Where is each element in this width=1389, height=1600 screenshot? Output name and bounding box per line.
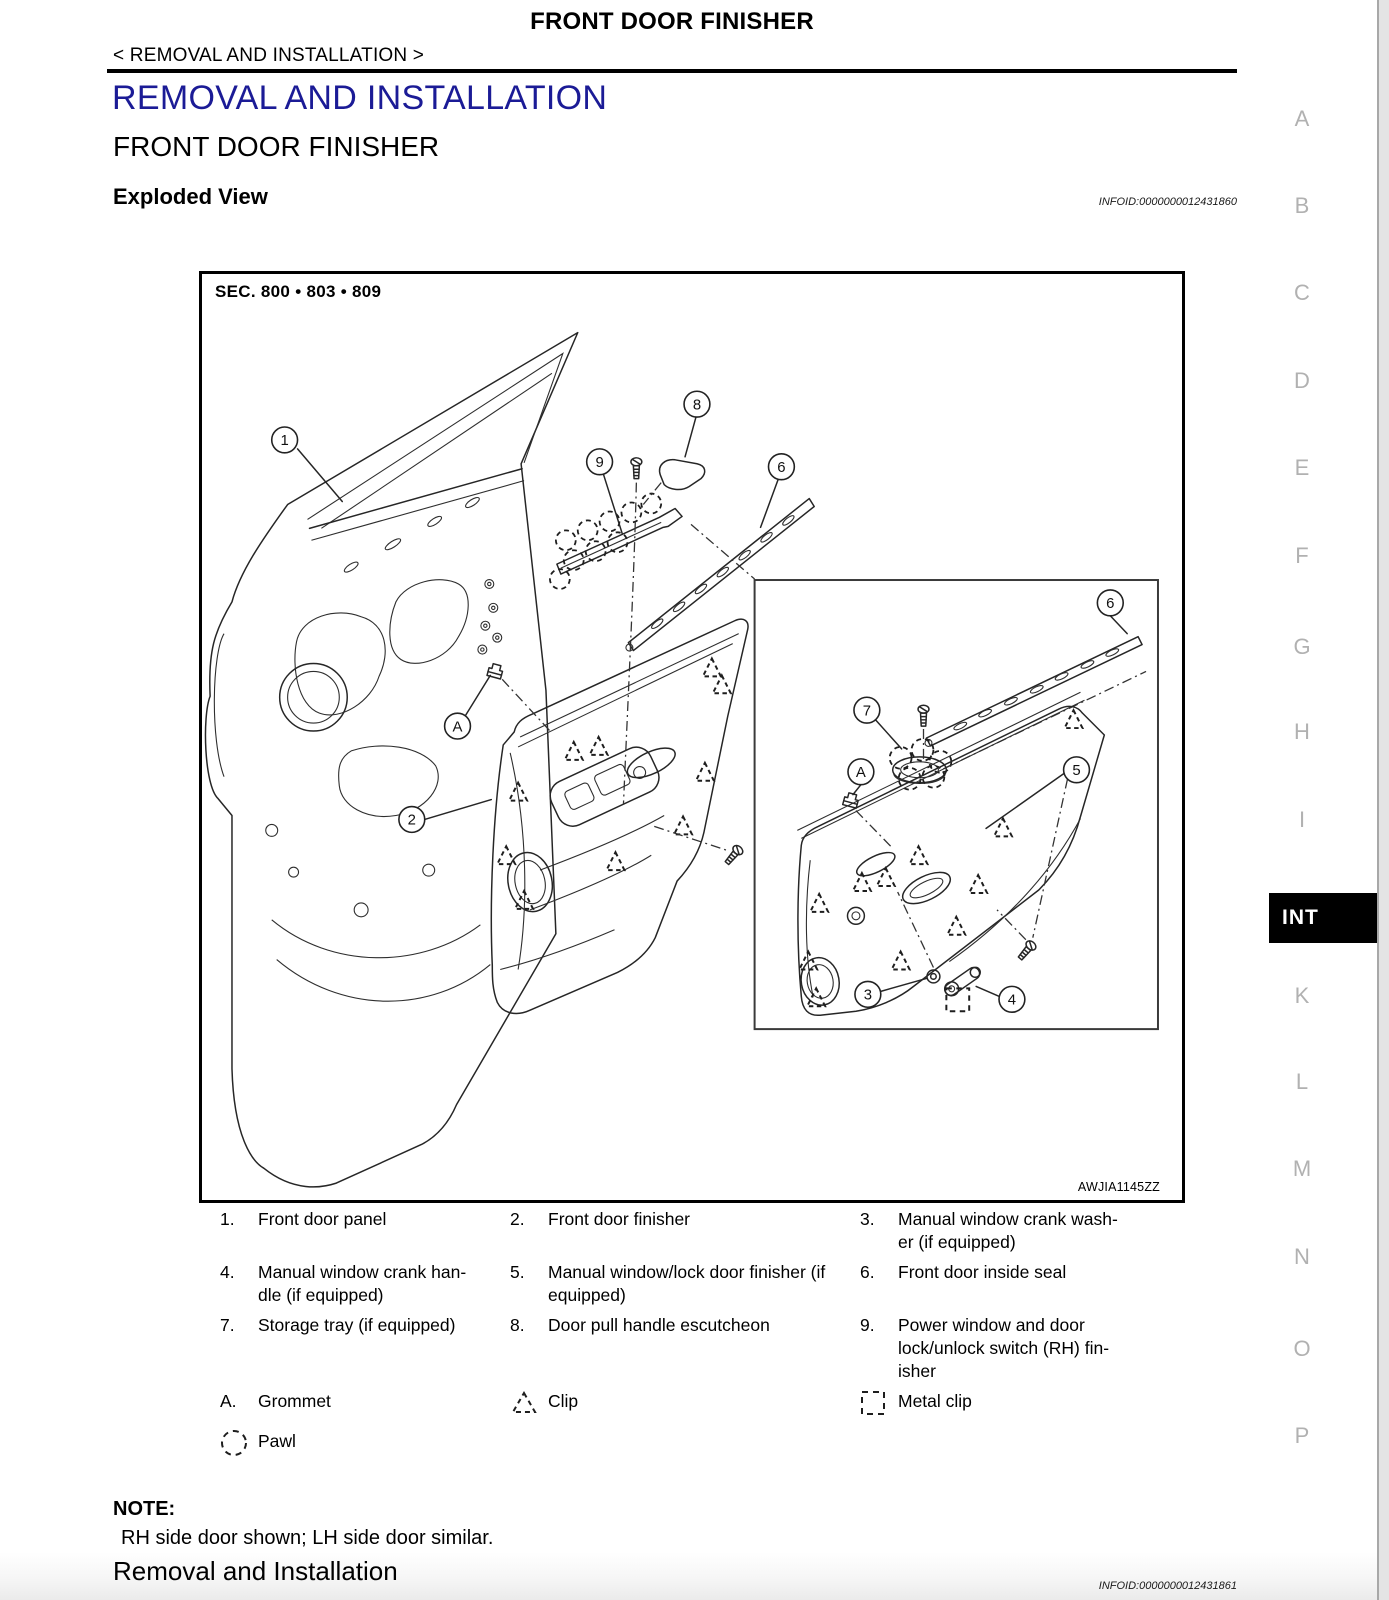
grommet-label: Grommet [258, 1391, 331, 1411]
pawl-label: Pawl [258, 1431, 296, 1451]
legend-item-number: A. [220, 1391, 237, 1411]
pawl-icon [219, 1428, 249, 1458]
legend-item-number: 5. [510, 1262, 525, 1282]
legend-item-number: 7. [220, 1315, 235, 1335]
sec-label: SEC. 800 • 803 • 809 [215, 282, 382, 301]
section-tab-h[interactable]: H [1294, 719, 1310, 744]
front-door-panel-drawing [205, 333, 577, 1187]
legend-item-text: Front door panel [258, 1209, 387, 1229]
header-rule [107, 69, 1237, 73]
section-tab-c[interactable]: C [1294, 280, 1310, 305]
callout-9 [587, 449, 613, 475]
svg-text:8: 8 [692, 397, 702, 414]
section-tab-k[interactable]: K [1294, 983, 1310, 1008]
svg-text:5: 5 [1072, 763, 1081, 780]
legend-item-text: Storage tray (if equipped) [258, 1315, 456, 1335]
infoid-bottom: INFOID:0000000012431861 [1098, 1580, 1237, 1592]
subsection-heading: FRONT DOOR FINISHER [113, 131, 440, 162]
section-tab-int-active[interactable]: INT [1269, 893, 1389, 943]
legend-item-number: 9. [860, 1315, 875, 1335]
section-tab-a[interactable]: A [1294, 106, 1310, 131]
section-tab-l[interactable]: L [1295, 1069, 1309, 1094]
legend-item-text: Manual window/lock door finisher (if equipped) [548, 1262, 826, 1305]
exploded-view-figure [199, 271, 1185, 1203]
clip-icon [510, 1390, 538, 1416]
section-tab-f[interactable]: F [1295, 543, 1309, 568]
page-title: FRONT DOOR FINISHER [530, 8, 814, 35]
svg-text:6: 6 [777, 460, 786, 477]
legend-item-number: 3. [860, 1209, 875, 1229]
note-text: RH side door shown; LH side door similar. [121, 1527, 494, 1549]
metal-clip-label: Metal clip [898, 1391, 972, 1411]
svg-text:7: 7 [862, 703, 872, 720]
section-tab-g[interactable]: G [1293, 634, 1311, 659]
legend-item-text: Manual window crank han- dle (if equipped) [258, 1262, 467, 1305]
section-tab-n[interactable]: N [1294, 1244, 1310, 1269]
section-tab-o[interactable]: O [1293, 1336, 1311, 1361]
legend-item-text: Front door finisher [548, 1209, 691, 1229]
bottom-section-heading: Removal and Installation [113, 1556, 398, 1586]
svg-text:A: A [855, 765, 866, 782]
callout-6-inner [1097, 590, 1123, 616]
section-tab-m[interactable]: M [1292, 1156, 1312, 1181]
svg-text:9: 9 [595, 455, 604, 472]
svg-text:6: 6 [1106, 596, 1115, 613]
door-pull-escutcheon-drawing [660, 460, 705, 490]
svg-text:1: 1 [280, 433, 289, 450]
callout-3 [855, 981, 881, 1007]
screw-icon [723, 844, 745, 867]
note-label: NOTE: [113, 1498, 176, 1520]
screw-icon [631, 458, 642, 479]
legend-item-number: 6. [860, 1262, 875, 1282]
callout-2 [399, 807, 425, 833]
callout-8 [684, 391, 710, 417]
callout-a-inner [848, 759, 874, 785]
callout-4 [999, 986, 1025, 1012]
figure-code: AWJIA1145ZZ [1077, 1180, 1160, 1194]
svg-text:2: 2 [407, 812, 416, 829]
metal-clip-icon [859, 1389, 887, 1417]
power-window-switch-finisher-drawing [550, 494, 682, 589]
front-door-finisher-drawing [491, 619, 748, 1013]
callout-1 [272, 427, 298, 453]
callout-6-outer [769, 454, 795, 480]
legend-item-number: 2. [510, 1209, 525, 1229]
legend-item-text: Door pull handle escutcheon [548, 1315, 770, 1335]
fastener-holes [478, 580, 502, 655]
callout-a-outer [445, 713, 471, 739]
section-tab-i[interactable]: I [1298, 807, 1306, 832]
svg-text:3: 3 [863, 987, 873, 1004]
legend-item-text: Manual window crank wash- er (if equipped) [898, 1209, 1118, 1252]
callout-5 [1064, 757, 1090, 783]
svg-text:A: A [452, 719, 463, 736]
section-heading: REMOVAL AND INSTALLATION [112, 79, 608, 117]
clip-label: Clip [548, 1391, 579, 1411]
scrollbar-gutter[interactable] [1379, 0, 1389, 1600]
section-tab-e[interactable]: E [1294, 455, 1310, 480]
callout-7 [854, 697, 880, 723]
legend-item-number: 1. [220, 1209, 235, 1229]
legend-item-number: 4. [220, 1262, 235, 1282]
infoid-top: INFOID:0000000012431860 [1098, 196, 1237, 208]
legend-item-number: 8. [510, 1315, 525, 1335]
section-tab-p[interactable]: P [1294, 1423, 1310, 1448]
svg-text:4: 4 [1007, 992, 1017, 1009]
section-tab-b[interactable]: B [1294, 193, 1310, 218]
section-tab-d[interactable]: D [1294, 368, 1310, 393]
breadcrumb: < REMOVAL AND INSTALLATION > [113, 45, 425, 66]
detail-view-box [755, 580, 1158, 1029]
exploded-view-heading: Exploded View [113, 184, 268, 209]
legend-item-text: Power window and door lock/unlock switch (RH) fin- isher [898, 1315, 1110, 1381]
exploded-view-drawing [202, 274, 1182, 1200]
legend-item-text: Front door inside seal [898, 1262, 1067, 1282]
